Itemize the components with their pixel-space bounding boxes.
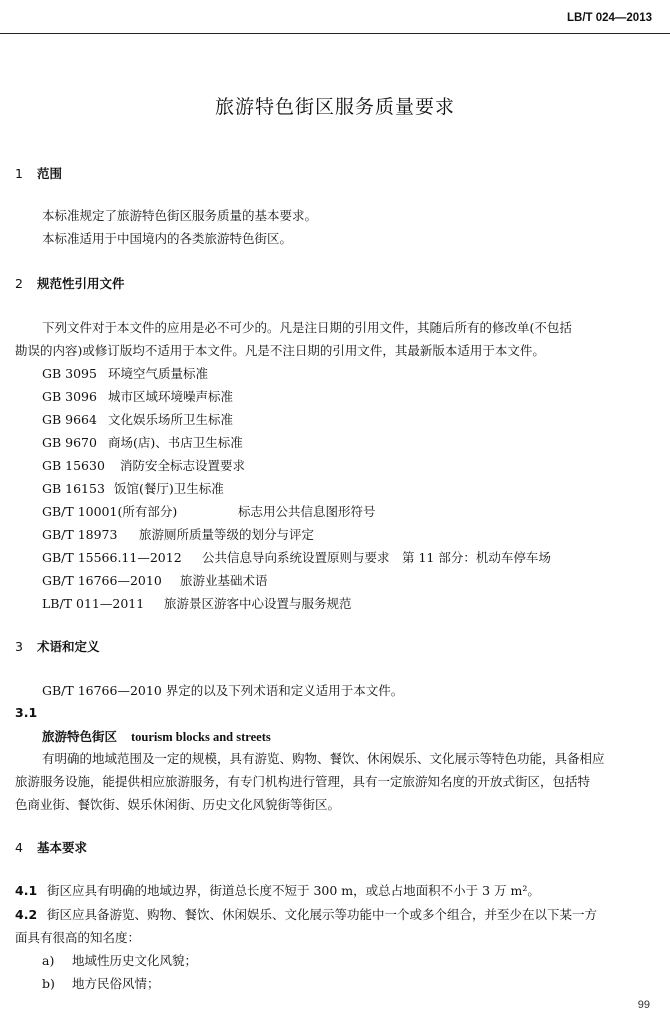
reference-code: GB 15630	[42, 458, 105, 473]
paragraph: 旅游服务设施，能提供相应旅游服务，有专门机构进行管理，具有一定旅游知名度的开放式街区，包括特	[15, 774, 591, 789]
section-3-heading	[15, 637, 100, 655]
reference-code: GB 9664	[42, 412, 97, 427]
section-2-heading	[15, 274, 125, 292]
list-marker: a)	[42, 953, 55, 968]
clause-text: 街区应具有明确的地域边界，街道总长度不短于 300 m，或总占地面积不小于 3 万 m²。	[47, 883, 540, 898]
section-title: 范围	[37, 166, 63, 181]
page-number: 99	[637, 999, 650, 1011]
reference-code: GB/T 18973	[42, 527, 118, 542]
reference-code: GB 9670	[42, 435, 97, 450]
reference-item	[42, 387, 233, 405]
term-chinese: 旅游特色街区	[42, 729, 118, 744]
reference-title: 旅游景区游客中心设置与服务规范	[164, 596, 352, 611]
reference-item	[42, 502, 376, 520]
reference-code: GB/T 15566.11—2012	[42, 550, 182, 565]
section-title: 规范性引用文件	[37, 276, 125, 291]
reference-item	[42, 479, 224, 497]
clause-4-2	[15, 905, 597, 923]
section-1-heading	[15, 164, 62, 182]
paragraph: 下列文件对于本文件的应用是必不可少的。凡是注日期的引用文件，其随后所有的修改单(不包括	[42, 320, 572, 335]
clause-number: 4.1	[15, 883, 38, 898]
reference-item	[42, 456, 245, 474]
paragraph: 面具有很高的知名度：	[15, 930, 141, 945]
reference-title: 城市区域环境噪声标准	[108, 389, 234, 404]
section-number: 2	[15, 276, 23, 291]
reference-item	[42, 594, 352, 612]
section-title: 基本要求	[37, 840, 88, 855]
list-text: 地域性历史文化风貌；	[72, 953, 198, 968]
reference-item	[42, 433, 243, 451]
reference-title: 旅游厕所质量等级的划分与评定	[139, 527, 315, 542]
reference-title: 标志用公共信息图形符号	[238, 504, 376, 519]
reference-item	[42, 410, 233, 428]
reference-code: GB 16153	[42, 481, 105, 496]
section-4-heading	[15, 838, 87, 856]
paragraph: 本标准适用于中国境内的各类旅游特色街区。	[42, 231, 293, 246]
reference-item	[42, 548, 551, 566]
term-heading	[42, 727, 271, 745]
section-number: 3	[15, 639, 23, 654]
reference-code: GB 3096	[42, 389, 97, 404]
paragraph: 勘误的内容)或修订版均不适用于本文件。凡是不注日期的引用文件，其最新版本适用于本文件。	[15, 343, 545, 358]
clause-number: 4.2	[15, 907, 38, 922]
list-text: 地方民俗风情；	[72, 976, 160, 991]
reference-item	[42, 525, 314, 543]
reference-code: GB/T 16766—2010	[42, 573, 162, 588]
section-number: 1	[15, 166, 23, 181]
reference-title: 消防安全标志设置要求	[120, 458, 246, 473]
section-title: 术语和定义	[37, 639, 100, 654]
paragraph: 本标准规定了旅游特色街区服务质量的基本要求。	[42, 208, 318, 223]
reference-code: LB/T 011—2011	[42, 596, 145, 611]
paragraph: 色商业街、餐饮街、娱乐休闲街、历史文化风貌街等街区。	[15, 797, 341, 812]
reference-item	[42, 364, 208, 382]
standard-code: LB/T 024—2013	[566, 12, 652, 24]
paragraph: 有明确的地域范围及一定的规模，具有游览、购物、餐饮、休闲娱乐、文化展示等特色功能，具备相应	[42, 751, 605, 766]
reference-title: 饭馆(餐厅)卫生标准	[114, 481, 224, 496]
document-title: 旅游特色街区服务质量要求	[214, 96, 455, 118]
section-number: 4	[15, 840, 23, 855]
header-rule	[0, 33, 670, 34]
list-item	[42, 951, 197, 969]
list-marker: b)	[42, 976, 55, 991]
reference-title: 环境空气质量标准	[108, 366, 209, 381]
term-number: 3.1	[15, 705, 38, 720]
reference-item	[42, 571, 268, 589]
clause-text: 街区应具备游览、购物、餐饮、休闲娱乐、文化展示等功能中一个或多个组合，并至少在以下某一方	[47, 907, 598, 922]
reference-code: GB 3095	[42, 366, 97, 381]
reference-title: 文化娱乐场所卫生标准	[108, 412, 234, 427]
list-item	[42, 974, 160, 992]
reference-code: GB/T 10001(所有部分)	[42, 504, 178, 519]
term-english: tourism blocks and streets	[131, 730, 271, 744]
reference-title: 公共信息导向系统设置原则与要求 第 11 部分：机动车停车场	[202, 550, 551, 565]
clause-4-1	[15, 881, 540, 899]
paragraph: GB/T 16766—2010 界定的以及下列术语和定义适用于本文件。	[42, 683, 404, 698]
reference-title: 旅游业基础术语	[180, 573, 268, 588]
reference-title: 商场(店)、书店卫生标准	[108, 435, 243, 450]
